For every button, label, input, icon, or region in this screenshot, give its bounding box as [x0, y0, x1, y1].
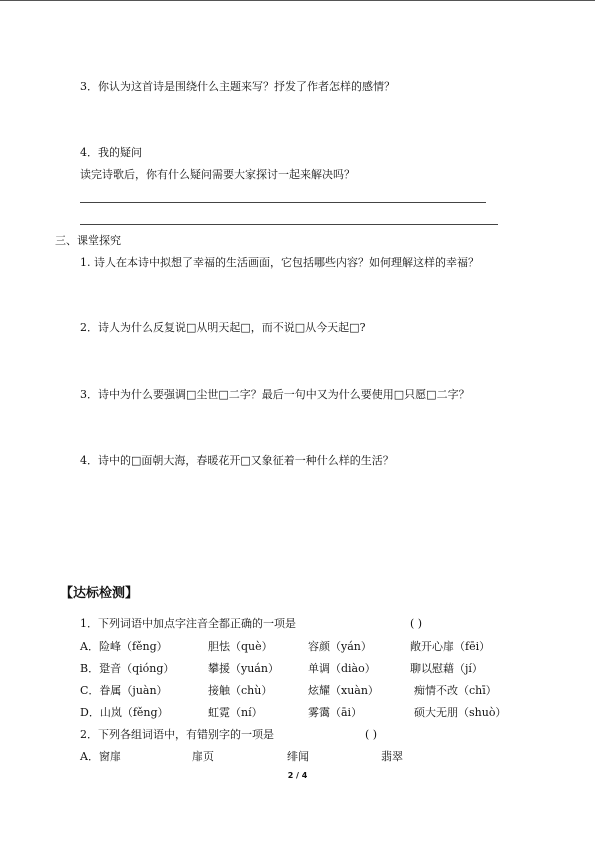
section-item-2: 2．诗人为什么反复说□从明天起□，而不说□从今天起□? [80, 321, 366, 334]
section-item-3: 3．诗中为什么要强调□尘世□二字？最后一句中又为什么要使用□只愿□二字？ [80, 388, 470, 401]
option-c-3: 炫耀（xuàn） [308, 684, 379, 697]
q2-option-4: 翡翠 [381, 750, 403, 763]
question-3: 3．你认为这首诗是围绕什么主题来写？抒发了作者怎样的感情？ [80, 80, 395, 93]
option-b-2: 攀援（yuán） [208, 662, 279, 675]
top-border-line [0, 0, 595, 1]
question-4-body: 读完诗歌后，你有什么疑问需要大家探讨一起来解决吗？ [80, 168, 355, 181]
option-b-4: 聊以慰藉（jí） [410, 662, 483, 675]
option-d-1: D．山岚（fěng） [80, 706, 169, 719]
section-item-4: 4．诗中的□面朝大海，春暖花开□又象征着一种什么样的生活？ [80, 454, 394, 467]
option-a-4: 敞开心扉（fēi） [410, 640, 491, 653]
option-d-4: 硕大无朋（shuò） [414, 706, 507, 719]
option-c-4: 痴情不改（chī） [414, 684, 497, 697]
check-q2-stem: 2．下列各组词语中，有错别字的一项是 [80, 728, 274, 741]
check-q1-stem: 1．下列词语中加点字注音全都正确的一项是 [80, 617, 296, 630]
option-a-3: 容颜（yán） [308, 640, 372, 653]
option-d-3: 雾霭（āi） [308, 706, 363, 719]
answer-line-2 [80, 224, 498, 225]
check-q1-paren: ( ) [410, 617, 423, 630]
answer-line-1 [80, 202, 486, 203]
option-c-2: 接触（chù） [208, 684, 273, 697]
option-a-1: A．险峰（fěng） [80, 640, 168, 653]
q2-option-1: A．窗扉 [80, 750, 121, 763]
q2-option-2: 扉页 [192, 750, 214, 763]
section-title: 三、课堂探究 [55, 234, 121, 247]
option-c-1: C．眷属（juàn） [80, 684, 168, 697]
option-d-2: 虹霓（ní） [208, 706, 263, 719]
option-b-3: 单调（diào） [308, 662, 376, 675]
q2-option-3: 绯闻 [287, 750, 309, 763]
page-number: 2 / 4 [287, 771, 308, 780]
check-q2-paren: ( ) [365, 728, 378, 741]
option-b-1: B．跫音（qióng） [80, 662, 175, 675]
question-4-title: 4．我的疑问 [80, 146, 142, 159]
section-item-1: 1. 诗人在本诗中拟想了幸福的生活画面，它包括哪些内容？如何理解这样的幸福？ [80, 256, 479, 269]
check-heading: 【达标检测】 [60, 586, 139, 601]
option-a-2: 胆怯（què） [208, 640, 273, 653]
